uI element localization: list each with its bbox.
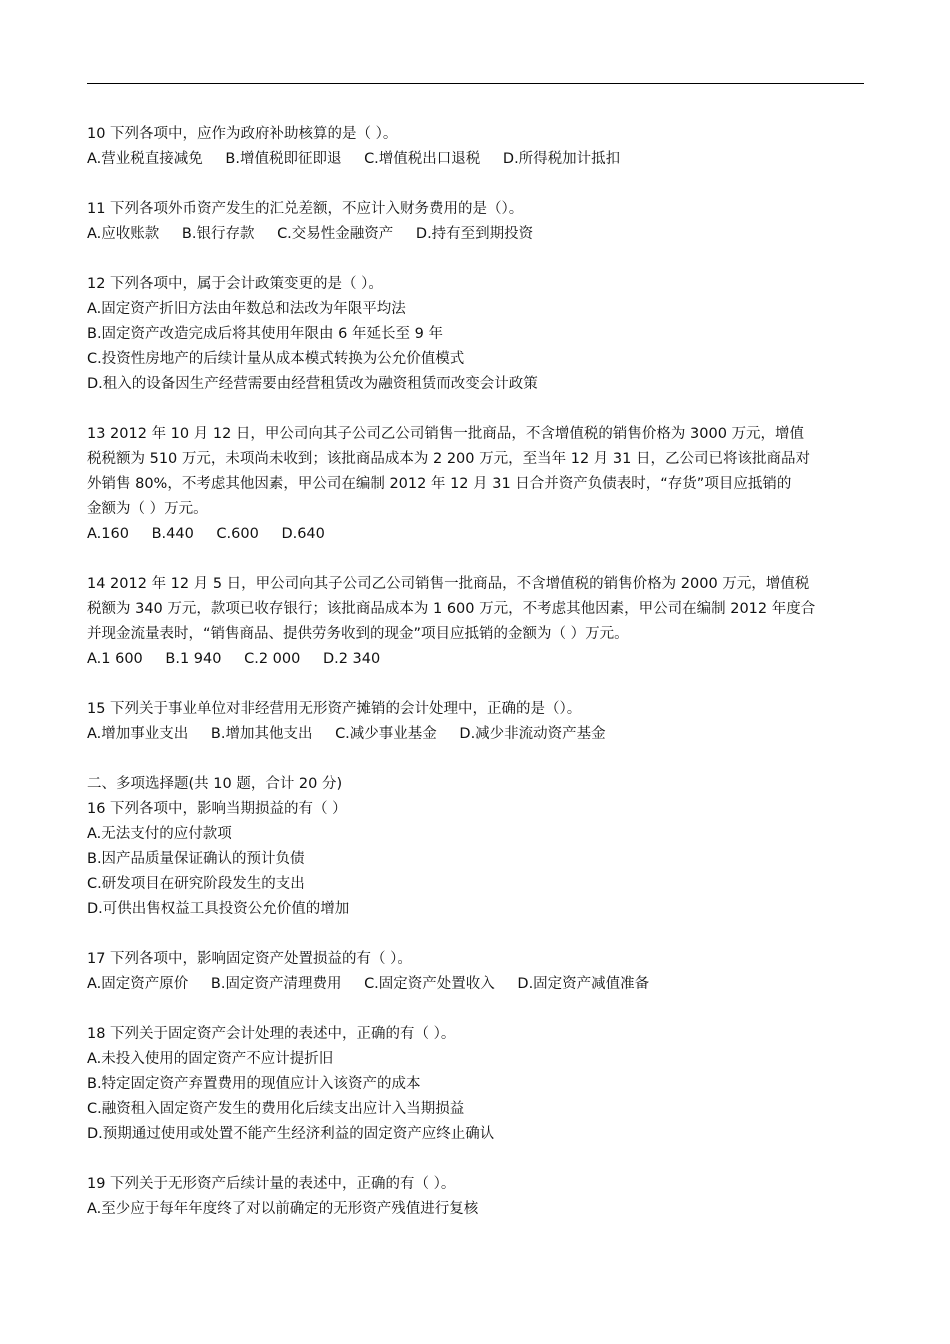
question-15-option-a: A.增加事业支出 (87, 726, 189, 742)
question-14-options (87, 647, 864, 672)
section-2-heading: 二、多项选择题(共 10 题，合计 20 分) (87, 776, 343, 792)
question-17-option-b: B.固定资产清理费用 (210, 976, 342, 992)
spacer (87, 922, 864, 947)
question-16-option-d: D.可供出售权益工具投资公允价值的增加 (87, 901, 350, 917)
question-15-option-b: B.增加其他支出 (210, 726, 313, 742)
question-11-option-c: C.交易性金融资产 (277, 226, 394, 242)
question-18-option-b: B.特定固定资产弃置费用的现值应计入该资产的成本 (87, 1076, 421, 1092)
question-13-option-a: A.160 (87, 526, 129, 542)
question-15-option-d: D.减少非流动资产基金 (459, 726, 606, 742)
question-10-option-d: D.所得税加计抵扣 (502, 151, 621, 167)
question-14-stem-line-1: 14 2012 年 12 月 5 日，甲公司向其子公司乙公司销售一批商品，不含增值税的销售价格为 2000 万元，增值税 (87, 576, 810, 592)
question-15-option-c: C.减少事业基金 (335, 726, 437, 742)
question-12-option-b: B.固定资产改造完成后将其使用年限由 6 年延长至 9 年 (87, 326, 443, 342)
question-17-option-d: D.固定资产减值准备 (517, 976, 650, 992)
question-13-stem-line-3: 外销售 80%，不考虑其他因素，甲公司在编制 2012 年 12 月 31 日合并资产负债表时，“存货”项目应抵销的 (87, 476, 792, 492)
question-12-option-c: C.投资性房地产的后续计量从成本模式转换为公允价值模式 (87, 351, 465, 367)
question-14-stem-line-2: 税额为 340 万元，款项已收存银行；该批商品成本为 1 600 万元，不考虑其他因素，甲公司在编制 2012 年度合 (87, 601, 816, 617)
question-13-stem-line-4: 金额为（ ）万元。 (87, 501, 208, 517)
spacer (87, 397, 864, 422)
question-17-option-c: C.固定资产处置收入 (364, 976, 495, 992)
question-16-stem: 16 下列各项中，影响当期损益的有（ ） (87, 801, 347, 817)
question-11-option-b: B.银行存款 (181, 226, 255, 242)
question-14-option-b: B.1 940 (165, 651, 222, 667)
question-18-option-d: D.预期通过使用或处置不能产生经济利益的固定资产应终止确认 (87, 1126, 495, 1142)
question-12-stem: 12 下列各项中，属于会计政策变更的是（ ）。 (87, 276, 383, 292)
question-19-stem: 19 下列关于无形资产后续计量的表述中，正确的有（ ）。 (87, 1176, 456, 1192)
question-13-option-b: B.440 (151, 526, 194, 542)
question-10-option-b: B.增值税即征即退 (225, 151, 342, 167)
spacer (87, 997, 864, 1022)
question-15-stem: 15 下列关于事业单位对非经营用无形资产摊销的会计处理中，正确的是（）。 (87, 701, 582, 717)
question-19-option-a: A.至少应于每年年度终了对以前确定的无形资产残值进行复核 (87, 1201, 479, 1217)
question-10-stem: 10 下列各项中，应作为政府补助核算的是（ ）。 (87, 126, 398, 142)
spacer (87, 1147, 864, 1172)
question-14-option-d: D.2 340 (322, 651, 381, 667)
exam-content (87, 122, 864, 1222)
question-16-option-c: C.研发项目在研究阶段发生的支出 (87, 876, 305, 892)
question-18-option-a: A.未投入使用的固定资产不应计提折旧 (87, 1051, 334, 1067)
question-12-option-a: A.固定资产折旧方法由年数总和法改为年限平均法 (87, 301, 406, 317)
question-10-option-a: A.营业税直接减免 (87, 151, 203, 167)
question-18-stem: 18 下列关于固定资产会计处理的表述中，正确的有（ ）。 (87, 1026, 456, 1042)
question-16-option-a: A.无法支付的应付款项 (87, 826, 232, 842)
question-10-options (87, 147, 864, 172)
question-14-option-c: C.2 000 (244, 651, 301, 667)
question-17-options (87, 972, 864, 997)
question-14-option-a: A.1 600 (87, 651, 143, 667)
spacer (87, 672, 864, 697)
spacer (87, 172, 864, 197)
question-16-option-b: B.因产品质量保证确认的预计负债 (87, 851, 305, 867)
header-rule (87, 83, 864, 84)
question-13-option-c: C.600 (216, 526, 259, 542)
question-14-stem-line-3: 并现金流量表时，“销售商品、提供劳务收到的现金”项目应抵销的金额为（ ）万元。 (87, 626, 629, 642)
question-10-option-c: C.增值税出口退税 (364, 151, 481, 167)
spacer (87, 247, 864, 272)
question-17-stem: 17 下列各项中，影响固定资产处置损益的有（ ）。 (87, 951, 412, 967)
question-11-options (87, 222, 864, 247)
spacer (87, 547, 864, 572)
question-13-stem-line-1: 13 2012 年 10 月 12 日，甲公司向其子公司乙公司销售一批商品，不含增值税的销售价格为 3000 万元，增值 (87, 426, 805, 442)
question-12-option-d: D.租入的设备因生产经营需要由经营租赁改为融资租赁而改变会计政策 (87, 376, 538, 392)
question-11-stem: 11 下列各项外币资产发生的汇兑差额，不应计入财务费用的是（）。 (87, 201, 524, 217)
question-13-option-d: D.640 (281, 526, 325, 542)
spacer (87, 747, 864, 772)
question-11-option-a: A.应收账款 (87, 226, 160, 242)
question-13-options (87, 522, 864, 547)
question-18-option-c: C.融资租入固定资产发生的费用化后续支出应计入当期损益 (87, 1101, 465, 1117)
question-13-stem-line-2: 税税额为 510 万元，未项尚未收到；该批商品成本为 2 200 万元，至当年 12 月 31 日，乙公司已将该批商品对 (87, 451, 810, 467)
question-11-option-d: D.持有至到期投资 (415, 226, 534, 242)
question-15-options (87, 722, 864, 747)
question-17-option-a: A.固定资产原价 (87, 976, 189, 992)
